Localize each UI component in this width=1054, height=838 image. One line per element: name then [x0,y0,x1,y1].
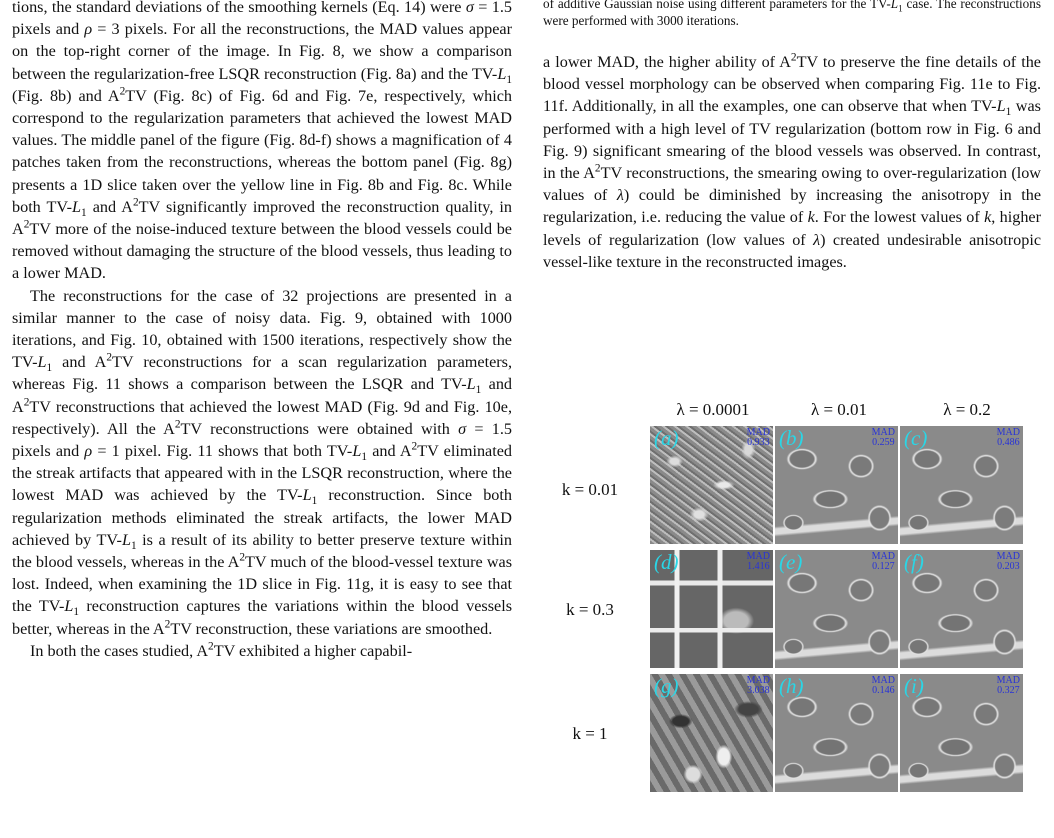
panel-c [900,426,1023,544]
mad-label: MAD [746,551,770,562]
lambda-label-1: λ = 0.0001 [676,400,750,419]
k-label-3: k = 1 [572,724,608,743]
mad-number: 0.259 [872,437,895,448]
mad-number: 0.203 [997,561,1020,572]
figure-caption-continuation: of additive Gaussian noise using different parameters for the $TV-L_1$ case. The reconstructions were performed with 3000 iterations. [543,0,1041,28]
panel-e [775,550,898,668]
panel-label: (h) [779,674,804,698]
panel-label: (i) [904,674,924,698]
panel-label: (a) [654,426,679,450]
mad-number: 1.416 [747,561,770,572]
mad-number: 0.127 [872,561,895,572]
mad-label: MAD [996,427,1020,438]
panel-label: (e) [779,550,803,574]
panel-a [650,426,773,544]
mad-label: MAD [871,427,895,438]
lambda-label-3: λ = 0.2 [943,400,991,419]
paragraph-both-cases: In both the cases studied, $A^2TV$ exhibited a higher capabil- [30,640,413,660]
lambda-label-2: λ = 0.01 [810,400,868,419]
panel-label: (g) [654,674,679,698]
mad-number: 0.933 [747,437,770,448]
right-text-column [543,0,1041,273]
panel-mad-value [997,676,1020,696]
panel-d [650,550,773,668]
k-label-2: k = 0.3 [566,600,614,619]
paragraph-32-projections: The reconstructions for the case of 32 projections are presented in a similar manner to the case of noisy data. Fig. 9, obtained with 1000 iterations, and Fig. 10, obtained with 1500 iterations, respectively show the $TV-L_1$ and $A^2TV$ reconstructions for a scan regularization parameters, whereas Fig. 11 shows a comparison between the LSQR and $TV-L_1$ and $A^2TV$ reconstructions that achieved the lowest MAD (Fig. 9d and Fig. 10e, respectively). All the $A^2TV$ reconstructions were obtained with σ = 1.5 pixels and ρ = 1 pixel. Fig. 11 shows that both $TV-L_1$ and $A^2TV$ eliminated the streak artifacts that appeared with in the LSQR reconstruction, where the lowest MAD was achieved by the $TV-L_1$ reconstruction. Since both regularization methods eliminated the streak artifacts, the lower MAD achieved by $TV-L_1$ is a result of its ability to better preserve texture within the blood vessels, whereas in the $A^2TV$ much of the blood-vessel texture was lost. Indeed, when examining the 1D slice in Fig. 11g, it is easy to see that the $TV-L_1$ reconstruction captures the variations within the blood vessels better, whereas in the $A^2TV$ reconstruction, these variations are smoothed. [12,286,513,638]
panel-i [900,674,1023,792]
panel-mad-value [872,552,895,572]
panel-mad-value [997,552,1020,572]
mad-label: MAD [871,551,895,562]
panel-g [650,674,773,792]
mad-label: MAD [746,427,770,438]
mad-label: MAD [746,675,770,686]
panel-label: (b) [779,426,804,450]
panel-b [775,426,898,544]
mad-label: MAD [996,551,1020,562]
panel-mad-value [997,428,1020,448]
panel-mad-value [872,676,895,696]
reconstruction-figure [540,400,1050,830]
mad-label: MAD [996,675,1020,686]
left-text-column [12,0,512,662]
paragraph-smoothing-kernels: tions, the standard deviations of the smoothing kernels (Eq. 14) were σ = 1.5 pixels and ρ = 3 pixels. For all the reconstructions, the MAD values appear on the top-right corner of the image. In Fig. 8, we show a comparison between the regularization-free LSQR reconstruction (Fig. 8a) and the $TV-L_1$ (Fig. 8b) and $A^2TV$ (Fig. 8c) of Fig. 6d and Fig. 7e, respectively, which correspond to the regularization parameters that achieved the lowest MAD values. The middle panel of the figure (Fig. 8d-f) shows a magnification of 4 patches taken from the reconstructions, whereas the bottom panel (Fig. 8g) presents a 1D slice taken over the yellow line in Fig. 8b and Fig. 8c. While both $TV-L_1$ and $A^2TV$ significantly improved the reconstruction quality, in $A^2TV$ more of the noise-induced texture between the blood vessels could be removed without damaging the structure of the blood vessels, thus leading to a lower MAD. [12,0,513,283]
panel-mad-value [747,676,770,696]
panel-label: (f) [904,550,924,574]
mad-label: MAD [871,675,895,686]
panel-h [775,674,898,792]
mad-number: 3.038 [747,685,770,696]
panel-label: (d) [654,550,679,574]
paragraph-finer-details: a lower MAD, the higher ability of $A^2TV$ to preserve the fine details of the blood vessel morphology can be observed when comparing Fig. 11e to Fig. 11f. Additionally, in all the examples, one can observe that when $TV-L_1$ was performed with a high level of TV regularization (bottom row in Fig. 6 and Fig. 9) significant smearing of the blood vessels was observed. In contrast, in the $A^2TV$ reconstructions, the smearing owing to over-regularization (low values of λ) could be diminished by increasing the anisotropy in the regularization, i.e. reducing the value of k. For the lowest values of k, higher levels of regularization (low values of λ) created undesirable anisotropic vessel-like texture in the reconstructed images. [543,51,1042,271]
panel-mad-value [747,428,770,448]
mad-number: 0.146 [872,685,895,696]
panel-label: (c) [904,426,928,450]
panel-mad-value [747,552,770,572]
mad-number: 0.486 [997,437,1020,448]
k-label-1: k = 0.01 [561,480,619,499]
panel-f [900,550,1023,668]
mad-number: 0.327 [997,685,1020,696]
panel-mad-value [872,428,895,448]
